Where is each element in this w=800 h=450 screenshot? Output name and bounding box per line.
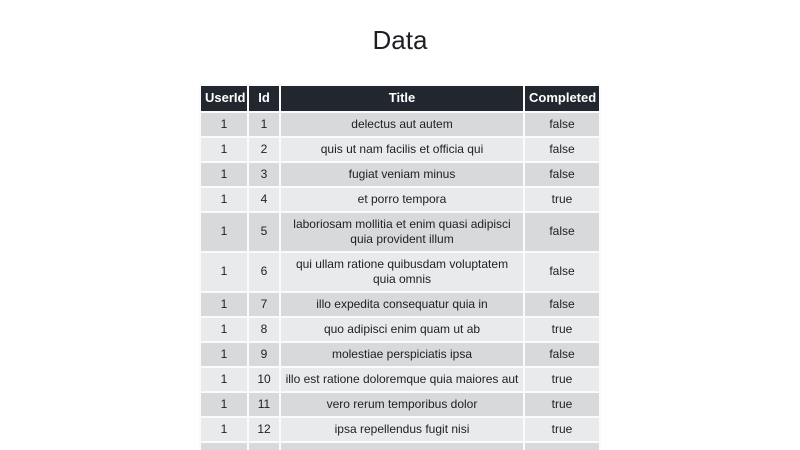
cell-id: 11 — [248, 392, 280, 417]
cell-id: 1 — [248, 112, 280, 137]
cell-id: 4 — [248, 187, 280, 212]
cell-title: qui ullam ratione quibusdam voluptatem quia omnis — [280, 252, 524, 292]
table-row — [200, 367, 600, 392]
cell-id: 7 — [248, 292, 280, 317]
table-row — [200, 212, 600, 252]
column-header-userid: UserId — [200, 85, 248, 112]
cell-completed: false — [524, 112, 600, 137]
column-header-id: Id — [248, 85, 280, 112]
cell-userid: 1 — [200, 162, 248, 187]
cell-completed: false — [524, 162, 600, 187]
table-row — [200, 162, 600, 187]
cell-completed: false — [524, 252, 600, 292]
table-row — [200, 392, 600, 417]
partial-cell — [524, 442, 600, 450]
table-row — [200, 342, 600, 367]
cell-completed: true — [524, 417, 600, 442]
partial-next-row — [200, 442, 600, 450]
header-row — [200, 85, 600, 112]
table-row — [200, 292, 600, 317]
table-row — [200, 417, 600, 442]
cell-completed: false — [524, 212, 600, 252]
cell-userid: 1 — [200, 112, 248, 137]
cell-userid: 1 — [200, 212, 248, 252]
cell-title: laboriosam mollitia et enim quasi adipisci quia provident illum — [280, 212, 524, 252]
cell-id: 9 — [248, 342, 280, 367]
cell-title: molestiae perspiciatis ipsa — [280, 342, 524, 367]
cell-completed: true — [524, 392, 600, 417]
cell-completed: true — [524, 367, 600, 392]
cell-id: 10 — [248, 367, 280, 392]
partial-cell — [248, 442, 280, 450]
cell-title: illo expedita consequatur quia in — [280, 292, 524, 317]
cell-title: quo adipisci enim quam ut ab — [280, 317, 524, 342]
table-body — [200, 112, 600, 450]
cell-id: 6 — [248, 252, 280, 292]
cell-userid: 1 — [200, 392, 248, 417]
cell-id: 2 — [248, 137, 280, 162]
cell-userid: 1 — [200, 342, 248, 367]
cell-title: delectus aut autem — [280, 112, 524, 137]
cell-id: 5 — [248, 212, 280, 252]
column-header-title: Title — [280, 85, 524, 112]
cell-completed: false — [524, 342, 600, 367]
cell-title: quis ut nam facilis et officia qui — [280, 137, 524, 162]
cell-title: ipsa repellendus fugit nisi — [280, 417, 524, 442]
cell-title: vero rerum temporibus dolor — [280, 392, 524, 417]
cell-userid: 1 — [200, 187, 248, 212]
table-row — [200, 187, 600, 212]
table-row — [200, 317, 600, 342]
cell-completed: false — [524, 137, 600, 162]
cell-completed: true — [524, 187, 600, 212]
column-header-completed: Completed — [524, 85, 600, 112]
cell-title: et porro tempora — [280, 187, 524, 212]
cell-completed: true — [524, 317, 600, 342]
cell-userid: 1 — [200, 292, 248, 317]
cell-id: 8 — [248, 317, 280, 342]
table-row — [200, 137, 600, 162]
cell-title: fugiat veniam minus — [280, 162, 524, 187]
cell-userid: 1 — [200, 252, 248, 292]
cell-id: 3 — [248, 162, 280, 187]
cell-userid: 1 — [200, 417, 248, 442]
table-row — [200, 252, 600, 292]
cell-userid: 1 — [200, 367, 248, 392]
page-title: Data — [372, 25, 428, 55]
cell-userid: 1 — [200, 137, 248, 162]
data-table — [199, 84, 601, 450]
table-row — [200, 112, 600, 137]
cell-completed: false — [524, 292, 600, 317]
cell-userid: 1 — [200, 317, 248, 342]
cell-id: 12 — [248, 417, 280, 442]
table-header — [200, 85, 600, 112]
partial-cell — [280, 442, 524, 450]
partial-cell — [200, 442, 248, 450]
cell-title: illo est ratione doloremque quia maiores aut — [280, 367, 524, 392]
